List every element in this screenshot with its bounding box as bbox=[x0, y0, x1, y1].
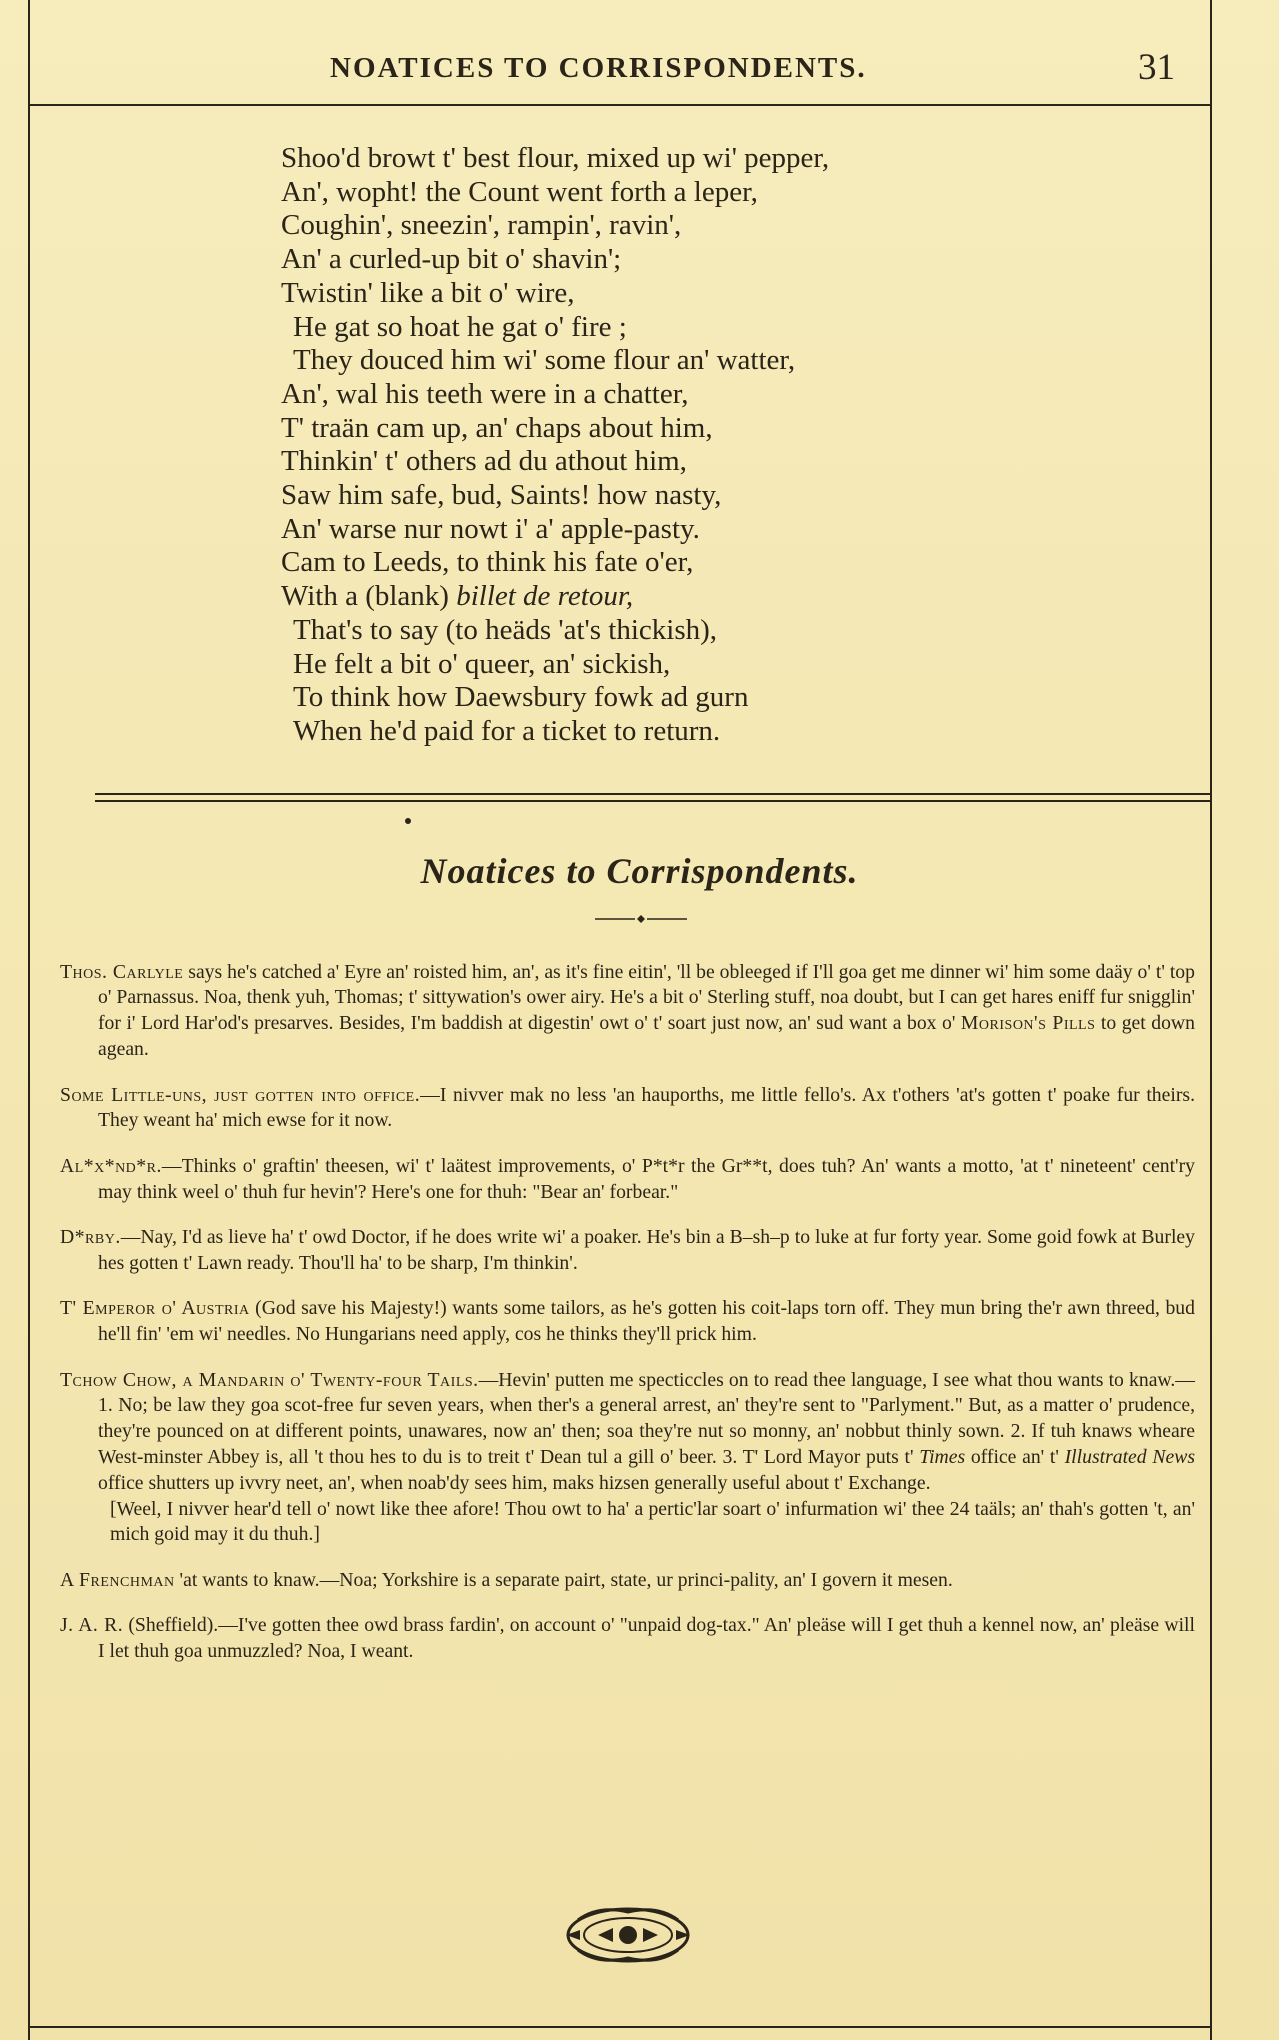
notice-addressee: J. A. R. bbox=[60, 1614, 124, 1637]
notice-item bbox=[60, 1296, 1195, 1348]
notice-text: office shutters up ivvry neet, an', when noab'dy sees him, maks hizsen generally useful about t' Exchange. bbox=[98, 1471, 931, 1494]
notice-item bbox=[60, 1225, 1195, 1277]
poem-line: Coughin', sneezin', rampin', ravin', bbox=[281, 209, 682, 242]
poem-line-prefix: With a (blank) bbox=[281, 580, 449, 613]
notice-italic: Times bbox=[919, 1446, 966, 1469]
notice-text: says he's catched a' Eyre an' roisted him, an', as it's fine eitin', 'll be obleeged if I'll goa get me dinner wi' him some daäy o' t' top o' Parnassus. Noa, thenk yuh, Thomas; t' sittywation's ower airy. He's a bit o' Sterling stuff, noa doubt, but I can get hares eniff fur snigglin' for i' Lord Har'od's presarves. Besides, I'm baddish at digestin' owt o' t' soart just now, an' sud want a box o' bbox=[98, 960, 1195, 1035]
notice-addressee: Some Little-uns, just gotten into office. bbox=[60, 1083, 421, 1106]
left-border-rule bbox=[28, 0, 30, 2040]
running-header: NOATICES TO CORRISPONDENTS. bbox=[330, 52, 867, 84]
notice-item bbox=[60, 1568, 1195, 1594]
notice-text: —I nivver mak no less 'an hauporths, me little fello's. Ax t'others 'at's gotten t' poake fur theirs. They weant ha' mich ewse for it now. bbox=[98, 1083, 1195, 1132]
header-rule bbox=[28, 104, 1212, 106]
poem-line: He felt a bit o' queer, an' sickish, bbox=[293, 647, 671, 680]
poem-line: He gat so hoat he gat o' fire ; bbox=[293, 310, 627, 343]
notice-item bbox=[60, 1154, 1195, 1206]
poem-line: Saw him safe, bud, Saints! how nasty, bbox=[281, 479, 722, 512]
notice-text: —Thinks o' graftin' theesen, wi' t' laätest improvements, o' P*t*r the Gr**t, does tuh? An' wants a motto, 'at t' nineteent' cent'ry may think weel o' thuh fur hevin'? Here's one for thuh: "Bear an' forbear." bbox=[98, 1154, 1195, 1203]
notice-editor-note: [Weel, I nivver hear'd tell o' nowt like thee afore! Thou owt to ha' a pertic'lar soart o' infurmation wi' thee 24 taäls; an' thah's gotten 't, an' mich goid may it du thuh.] bbox=[110, 1497, 1195, 1546]
poem-line: To think how Daewsbury fowk ad gurn bbox=[293, 681, 749, 714]
poem-line: That's to say (to heäds 'at's thickish), bbox=[293, 613, 718, 646]
notice-addressee: Tchow Chow, a Mandarin o' Twenty-four Tails. bbox=[60, 1368, 479, 1391]
notice-addressee: Al*x*nd*r. bbox=[60, 1154, 162, 1177]
notice-text: (God save his Majesty!) wants some tailors, as he's gotten his coit-laps torn off. They mun bring the'r awn threed, bud he'll fin' 'em wi' needles. No Hungarians need apply, cos he thinks they'll prick him. bbox=[98, 1297, 1195, 1346]
notice-text: 'at wants to knaw.—Noa; Yorkshire is a separate pairt, state, ur princi-pality, an' I govern it mesen. bbox=[174, 1568, 953, 1591]
poem-line-with-italic bbox=[281, 580, 1081, 614]
section-rule-bottom bbox=[95, 800, 1210, 802]
notice-text: to get down agean. bbox=[98, 1012, 1195, 1061]
footer-rule bbox=[28, 2026, 1212, 2028]
poem-line: An' warse nur nowt i' a' apple-pasty. bbox=[281, 512, 700, 545]
notice-addressee: D*rby. bbox=[60, 1226, 121, 1249]
notices-list bbox=[60, 940, 1195, 1674]
notice-item bbox=[60, 1083, 1195, 1135]
notice-text: —Nay, I'd as lieve ha' t' owd Doctor, if he does write wi' a poaker. He's bin a B–sh–p to luke at fur forty year. Some goid fowk at Burley hes gotten t' Lawn ready. Thou'll ha' to be sharp, I'm thinkin'. bbox=[98, 1226, 1195, 1274]
notice-addressee: Thos. Carlyle bbox=[60, 960, 184, 983]
poem-line: Thinkin' t' others ad du athout him, bbox=[281, 445, 687, 478]
poem-line: When he'd paid for a ticket to return. bbox=[293, 714, 721, 747]
poem-line: An' a curled-up bit o' shavin'; bbox=[281, 243, 622, 276]
notice-addressee: A Frenchman bbox=[60, 1568, 175, 1591]
poem-line: Cam to Leeds, to think his fate o'er, bbox=[281, 546, 694, 579]
notice-text: (Sheffield).—I've gotten thee owd brass fardin', on account o' "unpaid dog-tax." An' pleäse will I get thuh a kennel now, an' pleäse will I let thuh goa unmuzzled? Noa, I weant. bbox=[98, 1614, 1195, 1663]
poem bbox=[281, 142, 1081, 749]
notice-item bbox=[60, 1613, 1195, 1665]
notice-text: office an' t' bbox=[965, 1446, 1065, 1469]
poem-line: An', wal his teeth were in a chatter, bbox=[281, 377, 689, 410]
poem-line: Shoo'd browt t' best flour, mixed up wi' pepper, bbox=[281, 142, 830, 174]
poem-line: They douced him wi' some flour an' watter, bbox=[293, 344, 796, 377]
tailpiece-ornament-icon bbox=[558, 1900, 698, 1970]
poem-line: T' traän cam up, an' chaps about him, bbox=[281, 411, 713, 444]
ink-dot bbox=[405, 818, 411, 824]
notice-small-caps: Morison's Pills bbox=[960, 1012, 1096, 1035]
poem-line: Twistin' like a bit o' wire, bbox=[281, 276, 575, 309]
notice-item bbox=[60, 960, 1195, 1063]
poem-line-italic: billet de retour, bbox=[456, 580, 634, 613]
notice-item bbox=[60, 1368, 1195, 1549]
poem-line: An', wopht! the Count went forth a leper, bbox=[281, 175, 758, 208]
section-rule-top bbox=[95, 793, 1210, 795]
page-number: 31 bbox=[1138, 47, 1175, 88]
notice-addressee: T' Emperor o' Austria bbox=[60, 1297, 250, 1320]
right-border-rule bbox=[1210, 0, 1212, 2040]
section-title: Noatices to Corrispondents. bbox=[420, 851, 859, 891]
notice-text: —Hevin' putten me specticcles on to read thee language, I see what thou wants to knaw.—1. No; be law they goa scot-free fur seven years, when ther's a general arrest, an' they're sent to "Parlyment." But, as a matter o' prudence, they're pounced on at different points, unawares, now an' then; soa they're nut so monny, an' nobbut thinly sown. 2. If tuh knaws wheare West-minster Abbey is, all 't thou hes to du is to treit t' Dean tul a gill o' beer. 3. T' Lord Mayor puts t' bbox=[98, 1368, 1195, 1469]
notice-italic: Illustrated News bbox=[1064, 1446, 1195, 1469]
divider-ornament-icon bbox=[595, 914, 687, 924]
